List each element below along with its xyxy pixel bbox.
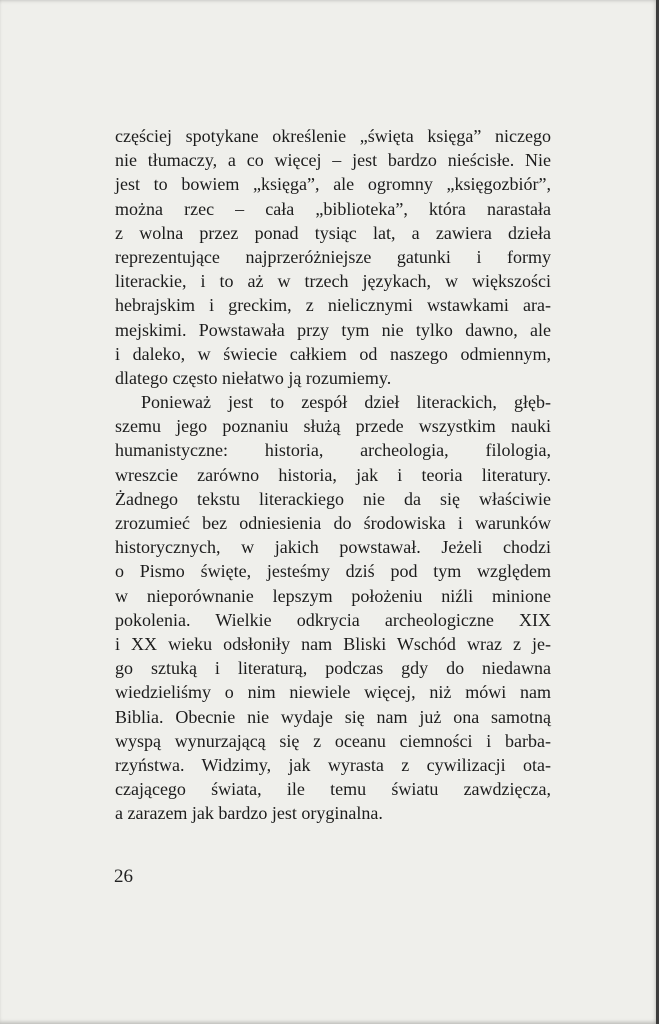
text-line: rzyństwa. Widzimy, jak wyrasta z cywilizacji ota-	[115, 754, 551, 775]
text-line: można rzec – cała „biblioteka”, która narastała	[115, 198, 551, 219]
text-line: literackie, i to aż w trzech językach, w większości	[115, 271, 551, 292]
text-line: historycznych, w jakich powstawał. Jeżeli chodzi	[115, 537, 551, 558]
text-line: nie tłumaczy, a co więcej – jest bardzo nieścisłe. Nie	[115, 150, 551, 171]
text-line: hebrajskim i greckim, z nielicznymi wstawkami ara-	[115, 295, 551, 316]
text-line: Biblia. Obecnie nie wydaje się nam już ona samotną	[115, 706, 551, 727]
text-line: jest to bowiem „księga”, ale ogromny „księgozbiór”,	[115, 174, 551, 195]
text-line: częściej spotykane określenie „święta księga” niczego	[115, 126, 551, 146]
text-line: wyspą wynurzającą się z oceanu ciemności i barba-	[115, 730, 551, 751]
text-line: mejskimi. Powstawała przy tym nie tylko dawno, ale	[115, 319, 551, 340]
text-line: i daleko, w świecie całkiem od naszego odmiennym,	[115, 343, 551, 364]
text-line: wreszcie zarówno historia, jak i teoria literatury.	[115, 464, 551, 485]
paragraph-1	[115, 124, 551, 390]
text-line: czającego świata, ile temu światu zawdzięcza,	[115, 779, 551, 800]
text-line: pokolenia. Wielkie odkrycia archeologiczne XIX	[115, 609, 551, 630]
text-line: dlatego często niełatwo ją rozumiemy.	[115, 367, 392, 388]
text-line: z wolna przez ponad tysiąc lat, a zawiera dzieła	[115, 222, 551, 243]
paragraph-2	[115, 390, 551, 825]
text-line: reprezentujące najprzeróżniejsze gatunki i formy	[115, 246, 551, 267]
text-line: Żadnego tekstu literackiego nie da się właściwie	[115, 488, 551, 509]
text-line: i XX wieku odsłoniły nam Bliski Wschód wraz z je-	[115, 633, 551, 654]
text-line: Ponieważ jest to zespół dzieł literackich, głęb-	[141, 392, 551, 413]
text-line: w nieporównanie lepszym położeniu niźli minione	[115, 585, 551, 606]
text-line: szemu jego poznaniu służą przede wszystkim nauki	[115, 416, 551, 437]
page-number: 26	[114, 866, 133, 887]
text-line: go sztuką i literaturą, podczas gdy do niedawna	[115, 658, 551, 679]
text-line: o Pismo święte, jesteśmy dziś pod tym względem	[115, 561, 551, 582]
text-line: wiedzieliśmy o nim niewiele więcej, niż mówi nam	[115, 682, 551, 703]
text-line: zrozumieć bez odniesienia do środowiska i warunków	[115, 513, 551, 533]
text-line: humanistyczne: historia, archeologia, filologia,	[115, 440, 551, 461]
body-text	[115, 124, 551, 825]
text-line: a zarazem jak bardzo jest oryginalna.	[115, 803, 383, 824]
